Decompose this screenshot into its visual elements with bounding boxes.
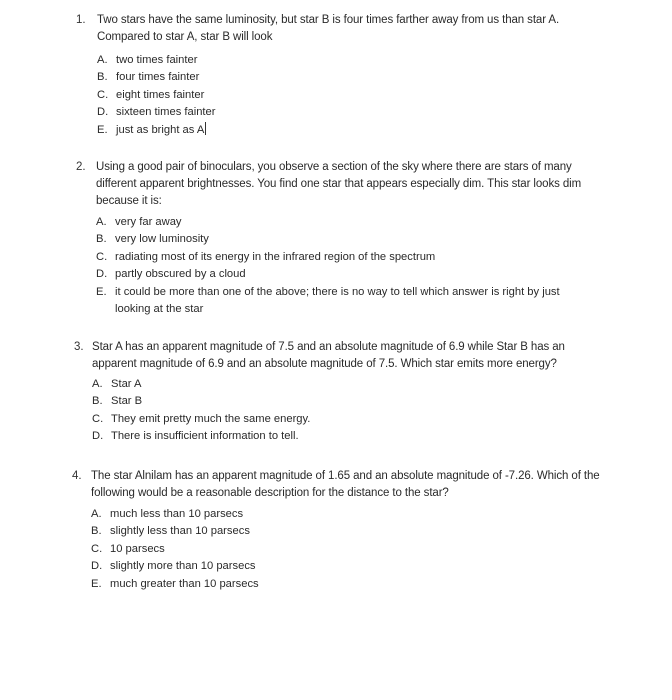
question-text: Star A has an apparent magnitude of 7.5 and an absolute magnitude of 6.9 while Star B has an apparent magnitude of 6.9 and an absolute magnitude of 7.5. Which star emits more energy? <box>92 341 565 370</box>
answer-option-d[interactable] <box>97 104 397 121</box>
option-text: partly obscured by a cloud <box>115 268 246 281</box>
answer-option-e[interactable] <box>96 284 596 319</box>
option-text: There is insufficient information to tell. <box>111 430 299 443</box>
answer-option-a[interactable] <box>97 52 397 69</box>
option-text: radiating most of its energy in the infrared region of the spectrum <box>115 250 436 263</box>
option-text: Star B <box>111 395 143 408</box>
option-text: sixteen times fainter <box>116 106 216 119</box>
option-letter: B. <box>92 395 103 408</box>
answer-option-a[interactable] <box>92 376 392 393</box>
answer-option-d[interactable] <box>91 558 391 575</box>
answer-option-c[interactable] <box>91 541 391 558</box>
option-letter: E. <box>96 285 107 298</box>
answer-option-d[interactable] <box>96 266 606 283</box>
option-text: eight times fainter <box>116 88 205 101</box>
option-letter: A. <box>97 54 108 66</box>
answer-option-b[interactable] <box>97 69 397 86</box>
option-text: 10 parsecs <box>110 542 165 555</box>
answer-option-a[interactable] <box>91 506 391 523</box>
option-letter: C. <box>92 412 104 425</box>
option-text: it could be more than one of the above; there is no way to tell which answer is right by just looking at the star <box>115 285 560 316</box>
text-cursor <box>205 122 206 135</box>
answer-option-c[interactable] <box>97 87 397 104</box>
option-letter: A. <box>92 378 103 390</box>
option-letter: C. <box>91 542 103 555</box>
option-text: very far away <box>115 216 182 228</box>
answer-option-e[interactable] <box>97 122 397 139</box>
answer-options <box>91 506 391 593</box>
option-text: Star A <box>111 378 142 390</box>
question-number: 1. <box>76 14 86 26</box>
option-text: four times fainter <box>116 71 200 84</box>
answer-option-c[interactable] <box>92 411 392 428</box>
answer-option-d[interactable] <box>92 428 392 445</box>
answer-option-c[interactable] <box>96 249 606 266</box>
option-text: much greater than 10 parsecs <box>110 577 259 590</box>
answer-option-b[interactable] <box>96 231 606 248</box>
question-text: Using a good pair of binoculars, you observe a section of the sky where there are stars of many different apparent brightnesses. You find one star that appears especially dim. This star looks dim because it is: <box>96 161 582 207</box>
answer-option-a[interactable] <box>96 214 606 231</box>
option-text: They emit pretty much the same energy. <box>111 412 311 425</box>
option-letter: C. <box>96 250 108 263</box>
option-letter: D. <box>92 430 104 443</box>
question-number: 3. <box>74 341 84 353</box>
question-number: 4. <box>72 470 82 482</box>
option-text: very low luminosity <box>115 233 209 246</box>
option-letter: A. <box>91 508 102 520</box>
option-letter: D. <box>91 560 103 573</box>
option-text-value: just as bright as A <box>116 123 205 136</box>
option-text: slightly less than 10 parsecs <box>110 525 250 538</box>
option-text: much less than 10 parsecs <box>110 508 244 520</box>
option-letter: A. <box>96 216 107 228</box>
answer-option-b[interactable] <box>91 523 391 540</box>
answer-options <box>92 376 392 446</box>
option-letter: B. <box>97 71 108 84</box>
option-letter: E. <box>91 577 102 590</box>
option-letter: C. <box>97 88 109 101</box>
option-text: slightly more than 10 parsecs <box>110 560 256 573</box>
question-number: 2. <box>76 161 86 173</box>
option-letter: B. <box>91 525 102 538</box>
question-text: The star Alnilam has an apparent magnitude of 1.65 and an absolute magnitude of -7.26. Which of the following would be a reasonable description for the distance to the star? <box>91 470 600 499</box>
answer-option-b[interactable] <box>92 393 392 410</box>
option-letter: E. <box>97 123 108 136</box>
option-text <box>97 122 397 139</box>
option-letter: B. <box>96 233 107 246</box>
answer-options <box>96 214 606 318</box>
option-text: two times fainter <box>116 54 198 66</box>
option-letter: D. <box>96 268 108 281</box>
answer-options <box>97 52 397 139</box>
answer-option-e[interactable] <box>91 576 391 593</box>
option-letter: D. <box>97 106 109 119</box>
question-text: Two stars have the same luminosity, but star B is four times farther away from us than star A. Compared to star A, star B will look <box>97 14 560 43</box>
